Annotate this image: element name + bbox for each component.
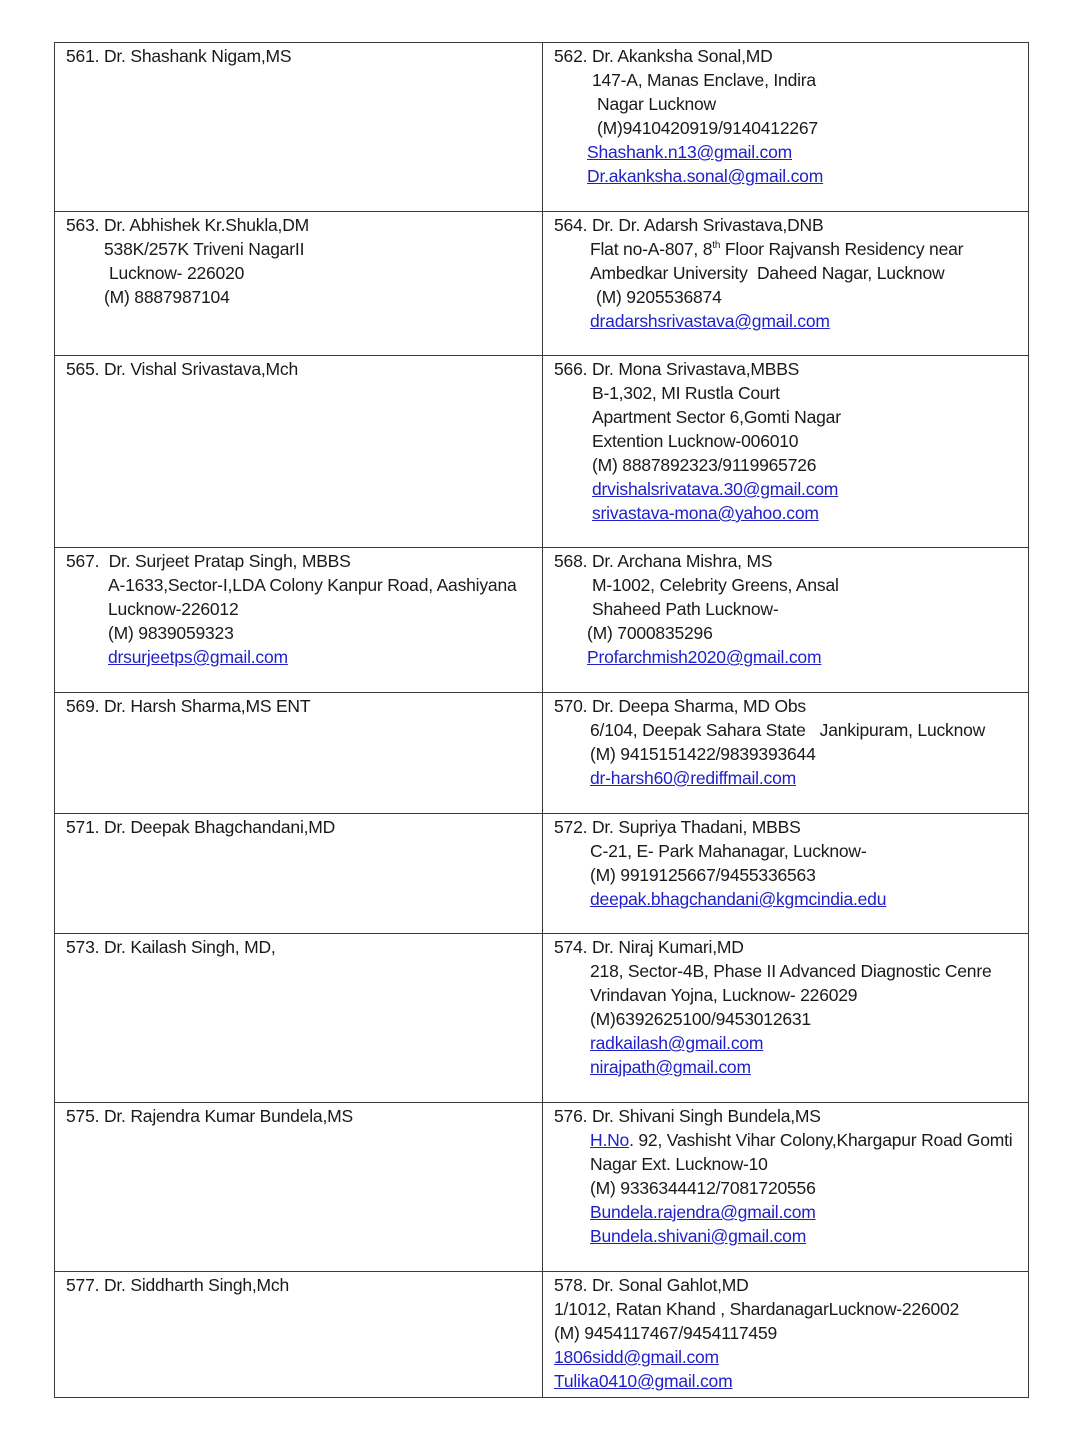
- phone-line: (M) 9205536874: [596, 287, 722, 307]
- table-row: [55, 814, 1029, 934]
- doctor-directory-table: [54, 42, 1029, 1398]
- phone-line: (M) 7000835296: [587, 623, 713, 643]
- email-link[interactable]: nirajpath@gmail.com: [590, 1057, 751, 1077]
- address-line: Flat no-A-807, 8th Floor Rajvansh Residency near: [590, 239, 964, 259]
- email-link[interactable]: drvishalsrivatava.30@gmail.com: [592, 479, 839, 499]
- entry-heading: 577. Dr. Siddharth Singh,Mch: [66, 1275, 290, 1295]
- email-link[interactable]: srivastava-mona@yahoo.com: [592, 503, 819, 523]
- address-line: Extention Lucknow-006010: [592, 431, 799, 451]
- email-link[interactable]: dradarshsrivastava@gmail.com: [590, 311, 830, 331]
- entry-heading: 568. Dr. Archana Mishra, MS: [554, 551, 773, 571]
- table-row: [55, 548, 1029, 693]
- entry-heading: 564. Dr. Dr. Adarsh Srivastava,DNB: [554, 215, 824, 235]
- email-link[interactable]: Shashank.n13@gmail.com: [587, 142, 793, 162]
- entry-heading: 574. Dr. Niraj Kumari,MD: [554, 937, 744, 957]
- address-line: Nagar Lucknow: [597, 94, 716, 114]
- table-row: [55, 1103, 1029, 1272]
- address-line: Apartment Sector 6,Gomti Nagar: [592, 407, 841, 427]
- phone-line: (M)9410420919/9140412267: [597, 118, 818, 138]
- entry-cell: [55, 814, 543, 934]
- entry-heading: 571. Dr. Deepak Bhagchandani,MD: [66, 817, 336, 837]
- address-line: 1/1012, Ratan Khand , ShardanagarLucknow-226002: [554, 1299, 960, 1319]
- address-link[interactable]: H.No: [590, 1130, 630, 1150]
- address-line: Lucknow- 226020: [109, 263, 245, 283]
- entry-heading: 575. Dr. Rajendra Kumar Bundela,MS: [66, 1106, 353, 1126]
- address-line: C-21, E- Park Mahanagar, Lucknow-: [590, 841, 867, 861]
- entry-cell: [543, 693, 1029, 814]
- entry-cell: [543, 548, 1029, 693]
- entry-cell: [55, 356, 543, 548]
- phone-line: (M) 8887892323/9119965726: [592, 455, 817, 475]
- table-row: [55, 1272, 1029, 1398]
- email-link[interactable]: Bundela.rajendra@gmail.com: [590, 1202, 816, 1222]
- email-link[interactable]: dr-harsh60@rediffmail.com: [590, 768, 796, 788]
- table-row: [55, 693, 1029, 814]
- address-line: Ambedkar University Daheed Nagar, Lucknow: [590, 263, 945, 283]
- address-line: Vrindavan Yojna, Lucknow- 226029: [590, 985, 858, 1005]
- email-link[interactable]: drsurjeetps@gmail.com: [108, 647, 288, 667]
- table-row: [55, 356, 1029, 548]
- entry-heading: 576. Dr. Shivani Singh Bundela,MS: [554, 1106, 821, 1126]
- address-line: 538K/257K Triveni NagarII: [104, 239, 305, 259]
- entry-cell: [55, 693, 543, 814]
- address-line: H.No. 92, Vashisht Vihar Colony,Khargapur Road Gomti: [590, 1130, 1013, 1150]
- address-line: Shaheed Path Lucknow-: [592, 599, 779, 619]
- table-row: [55, 212, 1029, 356]
- entry-cell: [543, 1103, 1029, 1272]
- entry-heading: 561. Dr. Shashank Nigam,MS: [66, 46, 292, 66]
- entry-heading: 566. Dr. Mona Srivastava,MBBS: [554, 359, 800, 379]
- email-link[interactable]: radkailash@gmail.com: [590, 1033, 764, 1053]
- email-link[interactable]: Bundela.shivani@gmail.com: [590, 1226, 807, 1246]
- email-link[interactable]: Profarchmish2020@gmail.com: [587, 647, 822, 667]
- entry-cell: [543, 43, 1029, 212]
- entry-cell: [543, 814, 1029, 934]
- entry-heading: 567. Dr. Surjeet Pratap Singh, MBBS: [66, 551, 351, 571]
- address-line: 147-A, Manas Enclave, Indira: [592, 70, 816, 90]
- phone-line: (M)6392625100/9453012631: [590, 1009, 811, 1029]
- address-line: Nagar Ext. Lucknow-10: [590, 1154, 768, 1174]
- table-row: [55, 934, 1029, 1103]
- phone-line: (M) 9919125667/9455336563: [590, 865, 816, 885]
- address-line: 6/104, Deepak Sahara State Jankipuram, Lucknow: [590, 720, 986, 740]
- email-link[interactable]: Dr.akanksha.sonal@gmail.com: [587, 166, 824, 186]
- phone-line: (M) 9454117467/9454117459: [554, 1323, 778, 1343]
- phone-line: (M) 9336344412/7081720556: [590, 1178, 816, 1198]
- address-line: M-1002, Celebrity Greens, Ansal: [592, 575, 839, 595]
- email-link[interactable]: 1806sidd@gmail.com: [554, 1347, 719, 1367]
- entry-cell: [55, 43, 543, 212]
- entry-heading: 578. Dr. Sonal Gahlot,MD: [554, 1275, 749, 1295]
- entry-heading: 572. Dr. Supriya Thadani, MBBS: [554, 817, 801, 837]
- entry-heading: 569. Dr. Harsh Sharma,MS ENT: [66, 696, 311, 716]
- table-row: [55, 43, 1029, 212]
- phone-line: (M) 9839059323: [108, 623, 234, 643]
- entry-heading: 562. Dr. Akanksha Sonal,MD: [554, 46, 773, 66]
- entry-cell: [55, 212, 543, 356]
- phone-line: (M) 8887987104: [104, 287, 230, 307]
- entry-cell: [55, 1103, 543, 1272]
- entry-heading: 563. Dr. Abhishek Kr.Shukla,DM: [66, 215, 310, 235]
- entry-cell: [543, 1272, 1029, 1398]
- entry-heading: 573. Dr. Kailash Singh, MD,: [66, 937, 276, 957]
- phone-line: (M) 9415151422/9839393644: [590, 744, 816, 764]
- entry-cell: [543, 934, 1029, 1103]
- entry-cell: [543, 356, 1029, 548]
- entry-cell: [55, 1272, 543, 1398]
- entry-heading: 570. Dr. Deepa Sharma, MD Obs: [554, 696, 806, 716]
- entry-cell: [543, 212, 1029, 356]
- entry-cell: [55, 934, 543, 1103]
- entry-heading: 565. Dr. Vishal Srivastava,Mch: [66, 359, 298, 379]
- address-line: B-1,302, MI Rustla Court: [592, 383, 780, 403]
- address-line: 218, Sector-4B, Phase II Advanced Diagnostic Cenre: [590, 961, 992, 981]
- address-line: A-1633,Sector-I,LDA Colony Kanpur Road, Aashiyana: [108, 575, 517, 595]
- email-link[interactable]: Tulika0410@gmail.com: [554, 1371, 733, 1391]
- entry-cell: [55, 548, 543, 693]
- email-link[interactable]: deepak.bhagchandani@kgmcindia.edu: [590, 889, 887, 909]
- address-line: Lucknow-226012: [108, 599, 239, 619]
